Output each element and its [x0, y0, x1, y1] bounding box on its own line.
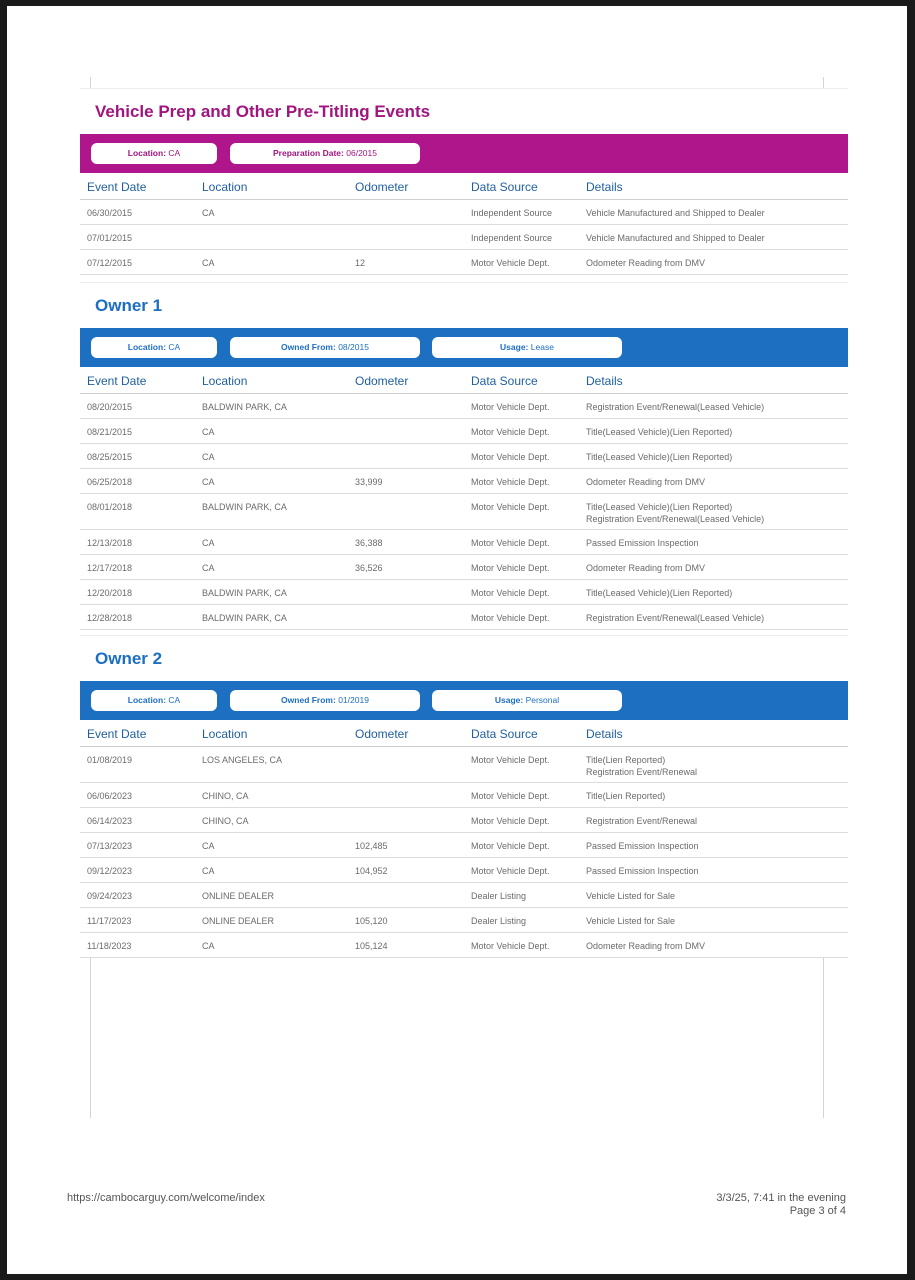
details-line: Title(Leased Vehicle)(Lien Reported) [586, 427, 733, 437]
event-date-cell: 08/21/2015 [87, 427, 133, 437]
details-line: Title(Leased Vehicle)(Lien Reported) [586, 452, 733, 462]
details-line: Odometer Reading from DMV [586, 477, 706, 487]
pill-value: Personal [525, 695, 560, 705]
col-event-date: Event Date [87, 374, 147, 388]
details-cell [586, 233, 765, 245]
location-cell: CA [202, 866, 215, 876]
info-band [80, 681, 848, 720]
details-line: Registration Event/Renewal [586, 766, 698, 777]
event-date-cell: 06/30/2015 [87, 208, 133, 218]
preparation-date-pill [230, 143, 420, 164]
table-row [80, 469, 848, 494]
data-source-cell: Motor Vehicle Dept. [471, 841, 550, 851]
details-line: Passed Emission Inspection [586, 841, 699, 851]
table-row [80, 833, 848, 858]
location-cell: ONLINE DEALER [202, 916, 275, 926]
event-date-cell: 06/14/2023 [87, 816, 133, 826]
event-date-cell: 12/28/2018 [87, 613, 133, 623]
prep-section [80, 88, 848, 275]
data-source-cell: Motor Vehicle Dept. [471, 755, 550, 765]
location-cell: CA [202, 538, 215, 548]
table-row [80, 933, 848, 958]
pill-value: 08/2015 [338, 342, 369, 352]
col-odometer: Odometer [355, 727, 409, 741]
table-body [80, 747, 848, 958]
location-pill [91, 143, 217, 164]
info-band [80, 134, 848, 173]
details-line: Registration Event/Renewal(Leased Vehicle) [586, 513, 765, 524]
pill-key: Owned From: [281, 695, 336, 705]
data-source-cell: Motor Vehicle Dept. [471, 613, 550, 623]
location-cell: LOS ANGELES, CA [202, 755, 283, 765]
details-cell [586, 841, 699, 853]
pill-key: Location: [127, 342, 167, 352]
col-location: Location [202, 180, 248, 194]
location-cell: CA [202, 452, 215, 462]
event-date-cell: 06/06/2023 [87, 791, 133, 801]
table-row [80, 444, 848, 469]
details-cell [586, 755, 697, 778]
event-date-cell: 08/20/2015 [87, 402, 133, 412]
location-cell: CA [202, 208, 215, 218]
data-source-cell: Motor Vehicle Dept. [471, 477, 550, 487]
owner1-section [80, 282, 848, 628]
owner2-section [80, 635, 848, 957]
odometer-cell: 105,124 [355, 941, 388, 951]
odometer-cell: 104,952 [355, 866, 388, 876]
details-line: Vehicle Listed for Sale [586, 891, 676, 901]
pill-key: Usage: [494, 695, 524, 705]
odometer-cell: 12 [355, 258, 366, 268]
location-cell: CA [202, 841, 215, 851]
event-date-cell: 09/12/2023 [87, 866, 133, 876]
data-source-cell: Motor Vehicle Dept. [471, 816, 550, 826]
col-details: Details [586, 727, 623, 741]
pill-value: CA [168, 695, 181, 705]
pill-value: 01/2019 [338, 695, 369, 705]
details-cell [586, 477, 705, 489]
location-pill [91, 337, 217, 358]
pill-key: Usage: [500, 342, 529, 352]
event-date-cell: 07/12/2015 [87, 258, 133, 268]
table-row [80, 419, 848, 444]
table-row [80, 605, 848, 630]
odometer-cell: 105,120 [355, 916, 388, 926]
data-source-cell: Independent Source [471, 208, 553, 218]
col-details: Details [586, 180, 623, 194]
details-cell [586, 538, 699, 550]
details-line: Registration Event/Renewal(Leased Vehicle) [586, 402, 765, 412]
col-event-date: Event Date [87, 727, 147, 741]
odometer-cell: 36,526 [355, 563, 383, 573]
col-location: Location [202, 374, 248, 388]
details-line: Title(Leased Vehicle)(Lien Reported) [586, 588, 733, 598]
pill-value: 06/2015 [346, 148, 377, 158]
data-source-cell: Dealer Listing [471, 891, 527, 901]
location-cell: CA [202, 563, 215, 573]
event-date-cell: 08/25/2015 [87, 452, 133, 462]
data-source-cell: Motor Vehicle Dept. [471, 941, 550, 951]
event-date-cell: 07/01/2015 [87, 233, 133, 243]
table-header [80, 367, 848, 394]
details-line: Odometer Reading from DMV [586, 258, 706, 268]
event-date-cell: 11/18/2023 [87, 941, 132, 951]
location-cell: CA [202, 258, 215, 268]
section-title: Vehicle Prep and Other Pre-Titling Events [95, 102, 431, 121]
table-row [80, 747, 848, 783]
table-header [80, 720, 848, 747]
event-date-cell: 06/25/2018 [87, 477, 133, 487]
event-date-cell: 01/08/2019 [87, 755, 133, 765]
data-source-cell: Motor Vehicle Dept. [471, 563, 550, 573]
table-row [80, 580, 848, 605]
details-cell [586, 402, 764, 414]
table-header [80, 173, 848, 200]
details-cell [586, 613, 764, 625]
pill-key: Preparation Date: [273, 148, 344, 158]
data-source-cell: Independent Source [471, 233, 553, 243]
table-row [80, 530, 848, 555]
event-date-cell: 12/13/2018 [87, 538, 133, 548]
details-cell [586, 208, 765, 220]
pill-value: CA [168, 342, 181, 352]
odometer-cell: 36,388 [355, 538, 383, 548]
details-cell [586, 866, 699, 878]
details-line: Odometer Reading from DMV [586, 941, 706, 951]
details-line: Passed Emission Inspection [586, 866, 699, 876]
event-date-cell: 12/20/2018 [87, 588, 133, 598]
details-line: Registration Event/Renewal(Leased Vehicle) [586, 613, 765, 623]
details-line: Vehicle Manufactured and Shipped to Dealer [586, 233, 765, 243]
details-line: Passed Emission Inspection [586, 538, 699, 548]
details-line: Odometer Reading from DMV [586, 563, 706, 573]
section-title: Owner 1 [95, 296, 163, 315]
footer-meta [716, 1192, 846, 1218]
col-data-source: Data Source [471, 727, 538, 741]
event-date-cell: 12/17/2018 [87, 563, 133, 573]
col-odometer: Odometer [355, 374, 409, 388]
location-cell: BALDWIN PARK, CA [202, 588, 287, 598]
table-body [80, 200, 848, 275]
data-source-cell: Motor Vehicle Dept. [471, 538, 550, 548]
event-date-cell: 09/24/2023 [87, 891, 133, 901]
col-details: Details [586, 374, 623, 388]
details-line: Registration Event/Renewal [586, 816, 698, 826]
data-source-cell: Motor Vehicle Dept. [471, 402, 550, 412]
data-source-cell: Motor Vehicle Dept. [471, 866, 550, 876]
location-cell: ONLINE DEALER [202, 891, 275, 901]
details-cell [586, 258, 705, 270]
details-line: Title(Lien Reported) [586, 791, 666, 801]
col-odometer: Odometer [355, 180, 409, 194]
data-source-cell: Motor Vehicle Dept. [471, 791, 550, 801]
pill-key: Owned From: [281, 342, 336, 352]
page-guide-line [90, 955, 91, 1118]
table-row [80, 883, 848, 908]
page-guide-line [823, 955, 824, 1118]
table-row [80, 908, 848, 933]
pill-key: Location: [127, 695, 167, 705]
location-cell: BALDWIN PARK, CA [202, 402, 287, 412]
footer-page-number: Page 3 of 4 [789, 1205, 846, 1217]
details-cell [586, 452, 732, 464]
event-date-cell: 08/01/2018 [87, 502, 133, 512]
location-cell: CA [202, 941, 215, 951]
col-data-source: Data Source [471, 374, 538, 388]
location-cell: CHINO, CA [202, 816, 249, 826]
details-line: Title(Lien Reported) [586, 755, 666, 765]
data-source-cell: Dealer Listing [471, 916, 527, 926]
data-source-cell: Motor Vehicle Dept. [471, 502, 550, 512]
details-cell [586, 563, 705, 575]
details-line: Title(Leased Vehicle)(Lien Reported) [586, 502, 733, 512]
pill-key: Location: [127, 148, 167, 158]
col-data-source: Data Source [471, 180, 538, 194]
odometer-cell: 33,999 [355, 477, 383, 487]
owned-from-pill [230, 690, 420, 711]
table-row [80, 250, 848, 275]
table-row [80, 858, 848, 883]
data-source-cell: Motor Vehicle Dept. [471, 427, 550, 437]
col-location: Location [202, 727, 248, 741]
event-date-cell: 07/13/2023 [87, 841, 133, 851]
pill-value: Lease [530, 342, 554, 352]
details-cell [586, 891, 675, 903]
pill-value: CA [168, 148, 181, 158]
table-row [80, 394, 848, 419]
footer-url: https://cambocarguy.com/welcome/index [67, 1192, 265, 1204]
table-row [80, 200, 848, 225]
details-cell [586, 588, 732, 600]
table-body [80, 394, 848, 630]
table-row [80, 225, 848, 250]
odometer-cell: 102,485 [355, 841, 388, 851]
table-row [80, 783, 848, 808]
info-band [80, 328, 848, 367]
location-cell: BALDWIN PARK, CA [202, 613, 287, 623]
table-row [80, 555, 848, 580]
usage-pill [432, 337, 622, 358]
section-title: Owner 2 [95, 649, 163, 668]
location-pill [91, 690, 217, 711]
location-cell: CHINO, CA [202, 791, 249, 801]
data-source-cell: Motor Vehicle Dept. [471, 258, 550, 268]
table-row [80, 808, 848, 833]
details-cell [586, 502, 764, 525]
details-line: Vehicle Listed for Sale [586, 916, 676, 926]
location-cell: BALDWIN PARK, CA [202, 502, 287, 512]
details-cell [586, 941, 705, 953]
owned-from-pill [230, 337, 420, 358]
details-cell [586, 916, 675, 928]
usage-pill [432, 690, 622, 711]
location-cell: CA [202, 477, 215, 487]
location-cell: CA [202, 427, 215, 437]
details-cell [586, 816, 697, 828]
footer-timestamp: 3/3/25, 7:41 in the evening [716, 1192, 846, 1204]
details-line: Vehicle Manufactured and Shipped to Dealer [586, 208, 765, 218]
data-source-cell: Motor Vehicle Dept. [471, 588, 550, 598]
details-cell [586, 427, 732, 439]
details-cell [586, 791, 665, 803]
col-event-date: Event Date [87, 180, 147, 194]
event-date-cell: 11/17/2023 [87, 916, 132, 926]
data-source-cell: Motor Vehicle Dept. [471, 452, 550, 462]
table-row [80, 494, 848, 530]
